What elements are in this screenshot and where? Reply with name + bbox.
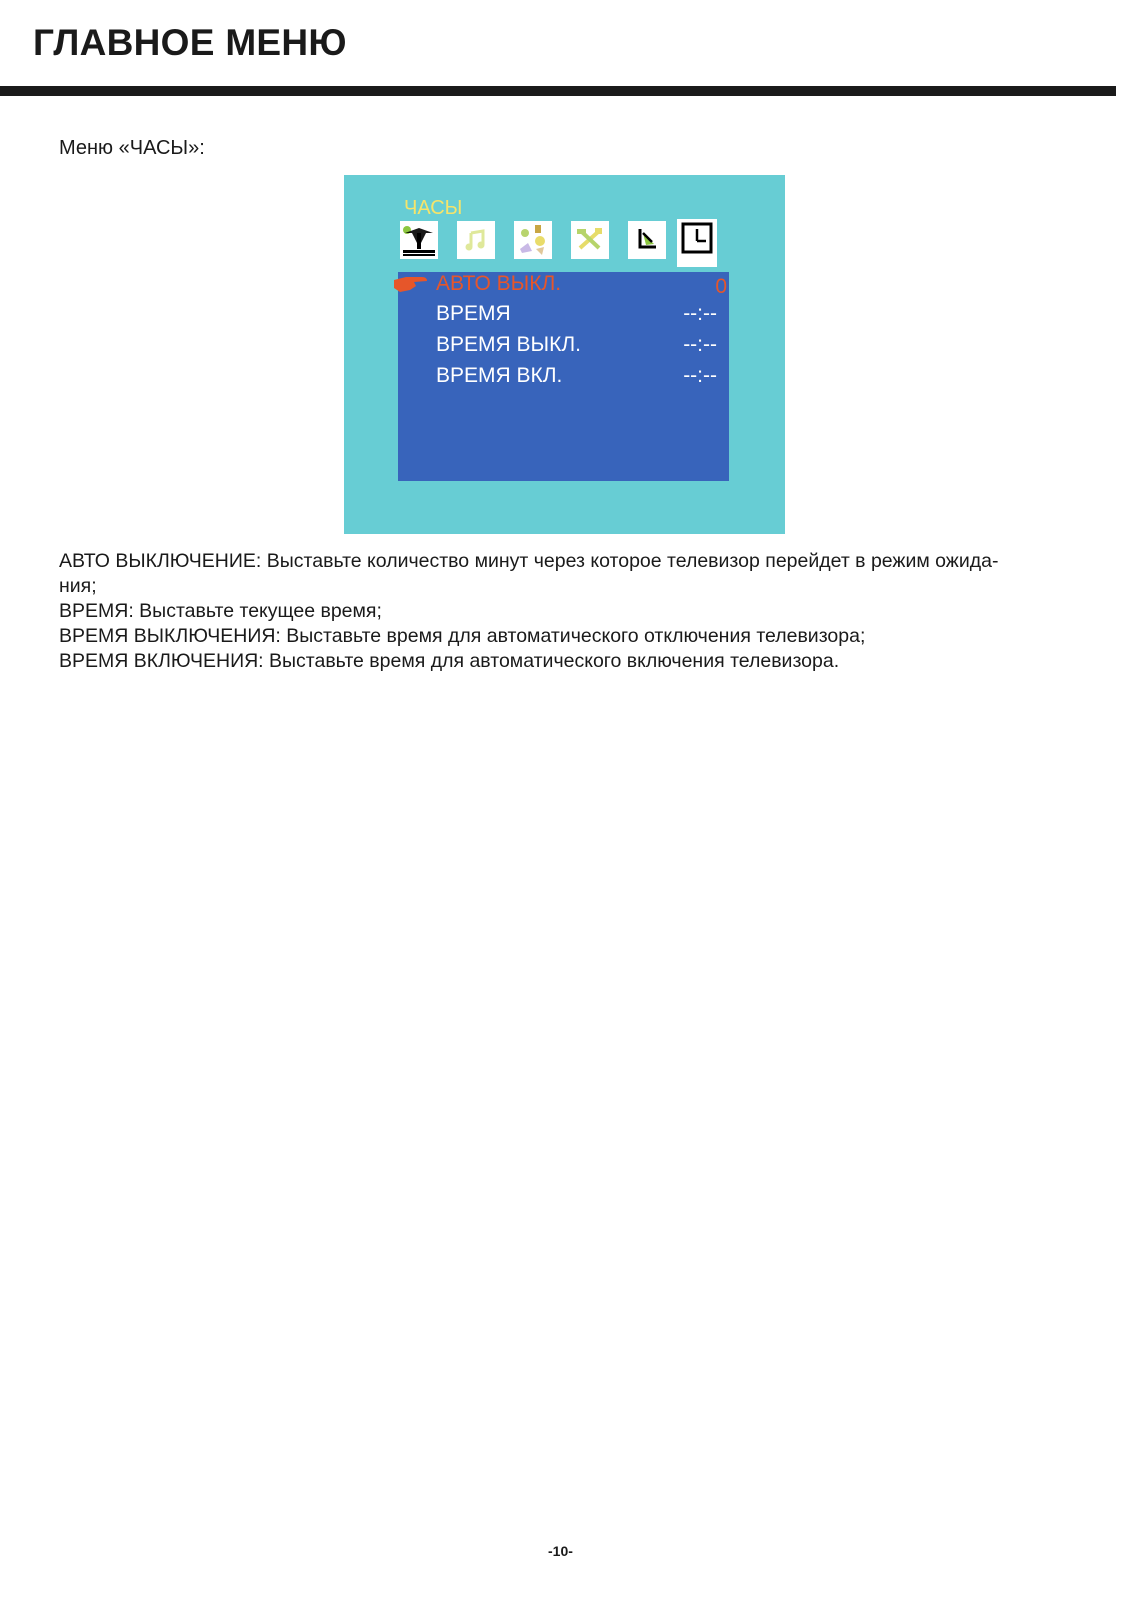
- description-time: ВРЕМЯ: Выставьте текущее время;: [59, 600, 382, 622]
- description-auto-off-cont: ния;: [59, 575, 97, 597]
- menu-item-label: АВТО ВЫКЛ.: [436, 272, 562, 295]
- tab-sound[interactable]: [457, 221, 495, 259]
- menu-item-time[interactable]: [436, 302, 721, 326]
- description-auto-off: АВТО ВЫКЛЮЧЕНИЕ: Выставьте количество минут через которое телевизор перейдет в режим ожида-: [59, 550, 999, 572]
- tools-icon: [574, 224, 606, 256]
- menu-item-on-time[interactable]: [436, 364, 721, 388]
- menu-item-value: --:--: [683, 333, 717, 356]
- osd-menu-title: ЧАСЫ: [404, 197, 463, 219]
- page-number: -10-: [548, 1543, 573, 1559]
- menu-item-value: --:--: [683, 302, 717, 325]
- picture-icon: [402, 223, 436, 257]
- menu-item-value: 0: [715, 275, 727, 298]
- menu-item-label: ВРЕМЯ: [436, 302, 511, 325]
- menu-item-off-time[interactable]: [436, 333, 721, 357]
- hand-pointer-icon: [392, 274, 428, 296]
- tab-setup[interactable]: [628, 221, 666, 259]
- tab-clock[interactable]: [677, 219, 717, 267]
- description-on-time: ВРЕМЯ ВКЛЮЧЕНИЯ: Выставьте время для автоматического включения телевизора.: [59, 650, 840, 672]
- menu-item-value: --:--: [683, 364, 717, 387]
- title-rule: [0, 86, 1116, 96]
- features-icon: [516, 223, 550, 257]
- pen-setup-icon: [632, 225, 662, 255]
- menu-item-label: ВРЕМЯ ВЫКЛ.: [436, 333, 581, 356]
- menu-item-label: ВРЕМЯ ВКЛ.: [436, 364, 563, 387]
- osd-menu-panel: [398, 272, 729, 481]
- menu-item-auto-off[interactable]: [436, 272, 727, 298]
- clock-icon: [680, 221, 714, 255]
- osd-clock-menu: [344, 175, 785, 534]
- intro-text: Меню «ЧАСЫ»:: [59, 137, 205, 159]
- tab-tools[interactable]: [571, 221, 609, 259]
- tab-picture[interactable]: [400, 221, 438, 259]
- description-off-time: ВРЕМЯ ВЫКЛЮЧЕНИЯ: Выставьте время для автоматического отключения телевизора;: [59, 625, 866, 647]
- page-title: ГЛАВНОЕ МЕНЮ: [33, 22, 347, 63]
- music-note-icon: [461, 225, 491, 255]
- tab-features[interactable]: [514, 221, 552, 259]
